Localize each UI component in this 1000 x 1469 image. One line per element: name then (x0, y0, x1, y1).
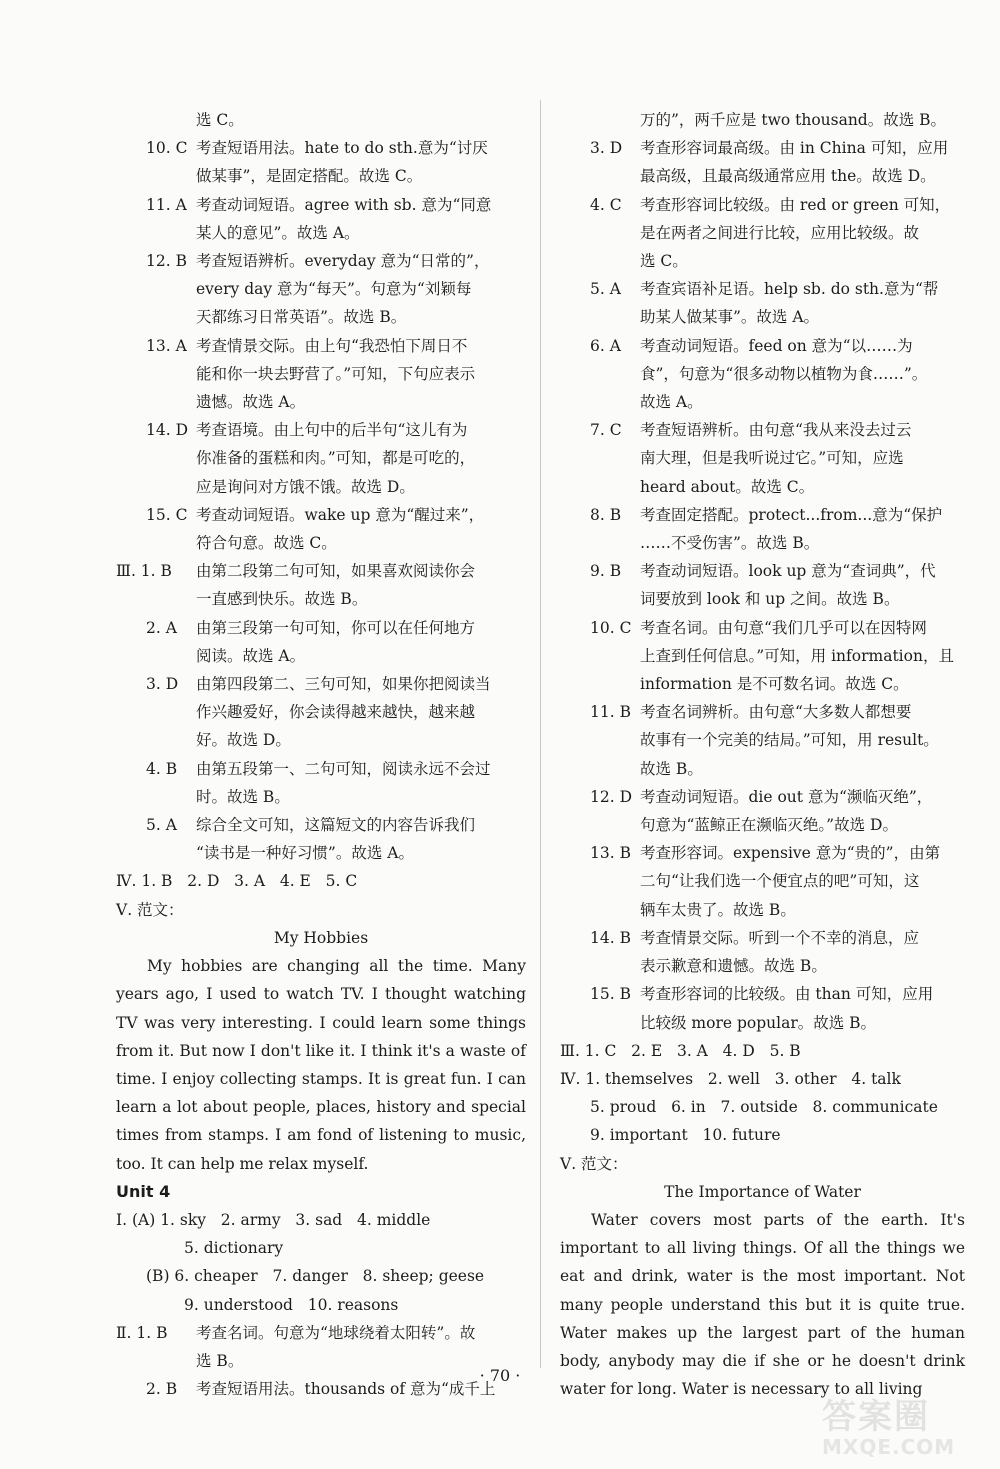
answer-item (560, 980, 965, 1036)
answer-line: 5. dictionary (184, 1239, 284, 1258)
explanation-line: 考查形容词最高级。由 in China 可知，应用 (640, 139, 949, 158)
unit-heading: Unit 4 (116, 1181, 171, 1201)
answer-explanation (196, 332, 526, 417)
explanation-line: 遗憾。故选 A。 (196, 393, 306, 412)
explanation-line: 比较级 more popular。故选 B。 (640, 1013, 877, 1032)
answer-number: 13. B (590, 844, 631, 863)
answer-line: Ⅲ. 1. C 2. E 3. A 4. D 5. B (560, 1041, 801, 1060)
answer-explanation (196, 811, 526, 867)
explanation-line: 助某人做某事”。故选 A。 (640, 308, 820, 327)
explanation-line: 考查语境。由上句中的后半句“这儿有为 (196, 421, 468, 440)
answer-item (116, 416, 526, 501)
answer-explanation (196, 134, 526, 190)
answer-item (116, 811, 526, 867)
explanation-line: 考查动词短语。look up 意为“查词典”，代 (640, 562, 936, 581)
explanation-line: 考查形容词的比较级。由 than 可知，应用 (640, 985, 934, 1004)
answer-explanation (640, 332, 965, 417)
answer-number: 3. D (590, 139, 623, 158)
explanation-line: “读书是一种好习惯”。故选 A。 (196, 844, 414, 863)
answer-number: 11. A (146, 195, 187, 214)
answer-explanation (640, 783, 965, 839)
explanation-line: 考查短语用法。hate to do sth.意为“讨厌 (196, 139, 488, 158)
essay-body: My hobbies are changing all the time. Many years ago, I used to watch TV. I thought watching TV was very interesting. I could learn some things from it. But now I don't like it. I think it's a waste of time. I enjoy collecting stamps. It is great fun. I can learn a lot about people, places, history and special times from stamps. I am fond of listening to music, too. It can help me relax myself. (116, 957, 526, 1173)
watermark-top: 答案圈 (822, 1397, 930, 1437)
answer-number: 10. C (590, 618, 632, 637)
right-column (560, 106, 965, 1403)
explanation-line: 由第三段第一句可知，你可以在任何地方 (196, 618, 476, 637)
explanation-line: 考查短语辨析。由句意“我从来没去过云 (640, 421, 912, 440)
explanation-line: every day 意为“每天”。句意为“刘颖每 (196, 280, 472, 299)
answer-number: 10. C (146, 139, 188, 158)
answer-explanation (640, 698, 965, 783)
answer-explanation (640, 134, 965, 190)
explanation-line: 故选 B。 (640, 759, 703, 778)
explanation-line: ……不受伤害”。故选 B。 (640, 534, 820, 553)
answer-item (560, 839, 965, 924)
answer-item (116, 191, 526, 247)
explanation-line: 由第四段第二、三句可知，如果你把阅读当 (196, 675, 491, 694)
answer-line: Ⅴ. 范文： (116, 900, 184, 919)
column-divider (540, 100, 541, 1368)
page-number: · 70 · (479, 1366, 521, 1385)
answer-line: Ⅳ. 1. themselves 2. well 3. other 4. talk (560, 1069, 901, 1088)
explanation-line: 故事有一个完美的结局。”可知，用 result。 (640, 731, 939, 750)
answer-item (116, 501, 526, 557)
explanation-line: 阅读。故选 A。 (196, 646, 306, 665)
answer-item (560, 416, 965, 501)
explanation-line: 作兴趣爱好，你会读得越来越快，越来越 (196, 703, 476, 722)
explanation-line: 做某事”，是固定搭配。故选 C。 (196, 167, 423, 186)
answer-line: 9. understood 10. reasons (184, 1295, 399, 1314)
answer-item (560, 698, 965, 783)
explanation-line: 考查形容词。expensive 意为“贵的”，由第 (640, 844, 941, 863)
answer-number: Ⅱ. 1. B (116, 1323, 168, 1342)
answer-explanation (196, 755, 526, 811)
answer-explanation (640, 191, 965, 276)
answer-explanation (640, 557, 965, 613)
answer-number: 4. C (590, 195, 622, 214)
answer-number: 11. B (590, 703, 631, 722)
explanation-line: 考查短语辨析。everyday 意为“日常的”， (196, 252, 490, 271)
answer-number: 15. C (146, 505, 188, 524)
answer-explanation (196, 614, 526, 670)
answer-explanation (640, 501, 965, 557)
answer-number: 14. D (146, 421, 189, 440)
answer-number: 2. A (146, 618, 177, 637)
essay-title: My Hobbies (273, 928, 369, 947)
explanation-line: 选 B。 (196, 1351, 244, 1370)
explanation-line: 是在两者之间进行比较，应用比较级。故 (640, 223, 920, 242)
answer-item (116, 332, 526, 417)
answer-item (560, 191, 965, 276)
explanation-line: 上查到任何信息。”可知，用 information，且 (640, 646, 954, 665)
explanation-line: 辆车太贵了。故选 B。 (640, 900, 796, 919)
answer-number: 3. D (146, 675, 179, 694)
explanation-line: 考查短语用法。thousands of 意为“成千上 (196, 1380, 496, 1399)
answer-line: Ⅰ. (A) 1. sky 2. army 3. sad 4. middle (116, 1210, 431, 1229)
explanation-line: 你准备的蛋糕和肉。”可知，都是可吃的， (196, 449, 476, 468)
answer-number: 13. A (146, 336, 187, 355)
answer-explanation (196, 247, 526, 332)
answer-number: 15. B (590, 985, 631, 1004)
explanation-line: 故选 A。 (640, 393, 703, 412)
explanation-line: 考查动词短语。die out 意为“濒临灭绝”， (640, 787, 933, 806)
answer-number: 7. C (590, 421, 622, 440)
essay-body: Water covers most parts of the earth. It's important to all living things. Of all the things we eat and drink, water is the most important. Not many people understand this but it is quite true. Water makes up the largest part of the human body, anybody may die if she or he doesn't drink water for long. Water is necessary to all living (560, 1210, 965, 1399)
answer-item (116, 670, 526, 755)
explanation-line: heard about。故选 C。 (640, 477, 815, 496)
answer-explanation (640, 924, 965, 980)
answer-item (560, 332, 965, 417)
answer-number: 14. B (590, 928, 631, 947)
explanation-line: 最高级，且最高级通常应用 the。故选 D。 (640, 167, 936, 186)
answer-explanation (196, 501, 526, 557)
explanation-line: 一直感到快乐。故选 B。 (196, 590, 368, 609)
explanation-line: 好。故选 D。 (196, 731, 291, 750)
answer-explanation (640, 614, 965, 699)
explanation-line: 考查名词。句意为“地球绕着太阳转”。故 (196, 1323, 476, 1342)
explanation-line: 考查固定搭配。protect...from...意为“保护 (640, 505, 943, 524)
answer-line: 5. proud 6. in 7. outside 8. communicate (590, 1098, 938, 1117)
explanation-line: 由第二段第二句可知，如果喜欢阅读你会 (196, 562, 476, 581)
answer-number: 5. A (590, 280, 621, 299)
answer-number: Ⅲ. 1. B (116, 562, 172, 581)
explanation-line: 由第五段第一、二句可知，阅读永远不会过 (196, 759, 491, 778)
answer-item (116, 247, 526, 332)
explanation-line: 考查动词短语。wake up 意为“醒过来”， (196, 505, 485, 524)
answer-item (116, 755, 526, 811)
answer-explanation (196, 670, 526, 755)
answer-explanation (640, 980, 965, 1036)
explanation-line: 考查动词短语。agree with sb. 意为“同意 (196, 195, 492, 214)
answer-item (116, 134, 526, 190)
explanation-line: 选 C。 (640, 252, 688, 271)
explanation-line: 时。故选 B。 (196, 787, 290, 806)
continued-line: 选 C。 (196, 111, 244, 129)
answer-explanation (640, 839, 965, 924)
answer-item (560, 557, 965, 613)
answer-line: 9. important 10. future (590, 1126, 781, 1145)
answer-item (116, 557, 526, 613)
answer-number: 2. B (146, 1380, 178, 1399)
explanation-line: 某人的意见”。故选 A。 (196, 223, 360, 242)
answer-item (560, 924, 965, 980)
answer-number: 4. B (146, 759, 178, 778)
answer-explanation (640, 275, 965, 331)
explanation-line: 考查形容词比较级。由 red or green 可知， (640, 195, 951, 214)
explanation-line: information 是不可数名词。故选 C。 (640, 675, 909, 694)
explanation-line: 食”，句意为“很多动物以植物为食……”。 (640, 364, 928, 383)
explanation-line: 符合句意。故选 C。 (196, 534, 337, 553)
answer-item (560, 614, 965, 699)
answer-explanation (196, 191, 526, 247)
explanation-line: 二句“让我们选一个便宜点的吧”可知，这 (640, 872, 920, 891)
explanation-line: 考查情景交际。听到一个不幸的消息，应 (640, 928, 920, 947)
answer-number: 12. D (590, 787, 633, 806)
answer-explanation (640, 416, 965, 501)
explanation-line: 天都练习日常英语”。故选 B。 (196, 308, 407, 327)
answer-number: 9. B (590, 562, 622, 581)
answer-item (560, 275, 965, 331)
explanation-line: 南大理，但是我听说过它。”可知，应选 (640, 449, 904, 468)
answer-item (116, 614, 526, 670)
answer-line: Ⅳ. 1. B 2. D 3. A 4. E 5. C (116, 872, 358, 891)
watermark-bottom: MXQE.COM (822, 1435, 956, 1459)
explanation-line: 考查名词辨析。由句意“大多数人都想要 (640, 703, 912, 722)
explanation-line: 能和你一块去野营了。”可知，下句应表示 (196, 364, 476, 383)
answer-number: 6. A (590, 336, 621, 355)
explanation-line: 词要放到 look 和 up 之间。故选 B。 (640, 590, 900, 609)
explanation-line: 考查情景交际。由上句“我恐怕下周日不 (196, 336, 468, 355)
left-column (116, 106, 526, 1403)
explanation-line: 综合全文可知，这篇短文的内容告诉我们 (196, 816, 476, 835)
answer-explanation (196, 557, 526, 613)
explanation-line: 考查宾语补足语。help sb. do sth.意为“帮 (640, 280, 939, 299)
answer-explanation (196, 416, 526, 501)
explanation-line: 应是询问对方饿不饿。故选 D。 (196, 477, 415, 496)
answer-line: (B) 6. cheaper 7. danger 8. sheep; geese (146, 1267, 485, 1286)
answer-item (560, 501, 965, 557)
explanation-line: 考查名词。由句意“我们几乎可以在因特网 (640, 618, 927, 637)
answer-number: 12. B (146, 252, 187, 271)
answer-item (560, 134, 965, 190)
explanation-line: 表示歉意和遗憾。故选 B。 (640, 957, 827, 976)
explanation-line: 考查动词短语。feed on 意为“以……为 (640, 336, 913, 355)
explanation-line: 句意为“蓝鲸正在濒临灭绝。”故选 D。 (640, 816, 898, 835)
answer-number: 5. A (146, 816, 177, 835)
answer-item (560, 783, 965, 839)
continued-line: 万的”，两千应是 two thousand。故选 B。 (640, 111, 947, 129)
essay-title: The Importance of Water (664, 1182, 861, 1201)
answer-line: Ⅴ. 范文： (560, 1154, 628, 1173)
watermark-logo (822, 1398, 982, 1462)
answer-number: 8. B (590, 505, 622, 524)
